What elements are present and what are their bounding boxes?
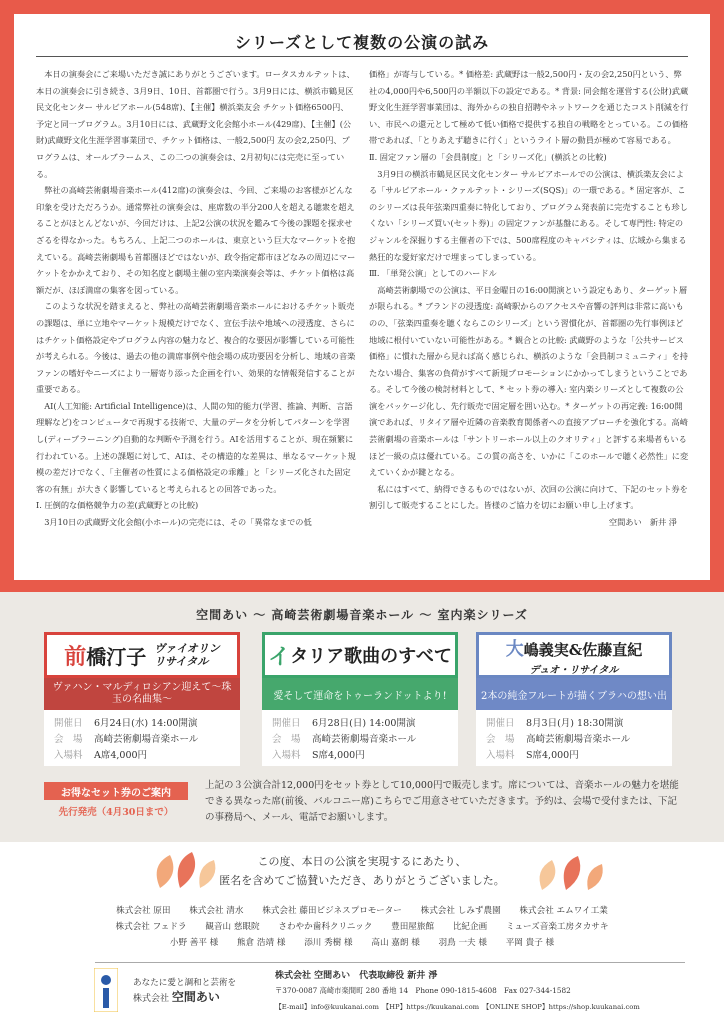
sponsor-row <box>30 904 694 916</box>
footer-divider <box>95 962 685 963</box>
concert-date: 6月24日(水) 14:00開演 <box>94 718 198 729</box>
section-heading: Ⅲ. 「単発公演」としてのハードル <box>369 268 497 279</box>
paragraph: AI(人工知能: Artificial Intelligence)は、人間の知的能力(学習、推論、判断、言語理解など)をコンピュータで再現する技術で、大量のデータを分析してパターンを学習し(ディープラーニング)自動的な判断や予測を行う。AIを活用することが、現在頻繁に行われている。上述の課題に対して、AIは、その構造的な差異は、単なるマーケット規模の差だけでなく、「主催者の性質による価格設定の乖離」と「シリーズ化された固定客の有無」が大きく影響していると考えられるとの回答であった。 <box>36 400 356 494</box>
title-main: タリア歌曲のすべて <box>290 646 452 667</box>
concert-title <box>262 632 458 678</box>
concert-tagline: 2本の純金フルートが描くブラハの想い出 <box>476 678 672 710</box>
article-title: シリーズとして複数の公演の試み <box>234 33 490 52</box>
paragraph: 価格」が寄与している。* 価格差: 武蔵野は一般2,500円・友の会2,250円という、弊社の4,000円や6,500円の半額以下の設定である。* 背景: 同会館を運営する(公財)武蔵野文化生涯学習事業団は、海外からの独自招聘やネットワークを通じたコスト削減を行い、市民への還元として極めて低い価格で提供する独自の戦略をとっている。この価格帯であれば、「とりあえず聴きに行く」というライト層の動員が極めて容易である。 <box>369 69 689 146</box>
price-label: 入場料 <box>486 750 515 761</box>
concert-price: S席4,000円 <box>526 750 579 761</box>
title-accent: 前 <box>64 643 87 670</box>
company-contact: 【E-mail】info@kuukanai.com 【HP】https://kuukanai.com 【ONLINE SHOP】https://shop.kuukanai.com <box>275 1003 640 1011</box>
sponsor: 株式会社 原田 <box>116 906 171 916</box>
concert-tagline: ヴァハン・マルディロシアン迎えて〜珠玉の名曲集〜 <box>44 678 240 710</box>
concert-price: S席4,000円 <box>312 750 365 761</box>
concert-title <box>44 632 240 678</box>
concert-date: 6月28日(日) 14:00開演 <box>312 718 416 729</box>
company-brand <box>133 988 220 1005</box>
sponsor: 株式会社 しみず農園 <box>420 906 501 916</box>
company-address: 〒370-0087 高崎市楽間町 280 番地 14 Phone 090-1815-4608 Fax 027-344-1582 <box>275 986 571 995</box>
concert-card <box>44 632 240 766</box>
concert-date: 8月3日(月) 18:30開演 <box>526 718 624 729</box>
sponsor: 株式会社 清水 <box>189 906 244 916</box>
date-label: 開催日 <box>486 718 515 729</box>
paragraph: 高崎芸術劇場での公演は、平日金曜日の16:00開演という設定もあり、ターゲット層が限られる。* ブランドの浸透度: 高崎駅からのアクセスや音響の評判は非常に高いものの、「弦楽四重奏を聴くならこのシリーズ」という習慣化が、首都圏の先行事例ほど地域に根付いていない可能性がある。* 観合との比較: 武蔵野のような「公共サービス価格」に慣れた層から見れば高く感じられ、横浜のような「会員制コミュニティ」を持たない場合、集客の負荷がすべて新規プロモーションにかかってしまうということである。そして今後の検討材料として、* セット券の導入: 室内楽シリーズとして複数の公演をパッケージ化し、先行販売で固定層を囲い込む。* ターゲットの再定義: 16:00開演であれば、リタイア層や近隣の音楽教育関係者への直接アプローチを強化する。高崎芸術劇場の音楽ホールは「サントリーホール以上のクオリティ」と評する来場者もいるほど一級の点は優れている。この質の高さを、いかに「このホールで聴く必然性」に変えていくかが鍵となる。 <box>369 284 689 478</box>
set-ticket-badge: お得なセット券のご案内 <box>44 782 188 800</box>
concert-price: A席4,000円 <box>94 750 148 761</box>
sponsor: 羽鳥 一夫 様 <box>438 938 487 948</box>
sponsor: 比紀企画 <box>452 922 488 932</box>
article-right-column <box>369 66 689 576</box>
date-label: 開催日 <box>272 718 301 729</box>
sponsor: 添川 秀樹 様 <box>304 938 353 948</box>
title-accent: イ <box>268 643 291 670</box>
thanks-line: この度、本日の公演を実現するにあたり、 <box>257 855 467 868</box>
title-main: 嶋義実&佐藤直紀 <box>523 640 643 659</box>
section-heading: Ⅱ. 固定ファン層の「会員制度」と「シリーズ化」(横浜との比較) <box>369 151 607 162</box>
article-panel <box>14 14 710 580</box>
sponsor: ミューズ音楽工房タカサキ <box>505 922 609 932</box>
concert-venue: 高崎芸術劇場音楽ホール <box>526 734 631 745</box>
concert-card <box>262 632 458 766</box>
sponsor: さわやか歯科クリニック <box>278 922 373 932</box>
brand-name: 空間あい <box>171 990 220 1004</box>
sponsor: 豊田屋旅館 <box>391 922 435 932</box>
venue-label: 会 場 <box>486 734 515 745</box>
series-title: 空間あい 〜 高崎芸術劇場音楽ホール 〜 室内楽シリーズ <box>196 608 528 622</box>
sponsor-row <box>30 920 694 932</box>
thanks-message <box>0 852 724 890</box>
company-tagline: あなたに愛と調和と芸術を <box>133 978 237 988</box>
title-divider <box>36 56 688 57</box>
price-label: 入場料 <box>54 750 83 761</box>
paragraph: このような状況を踏まえると、弊社の高崎芸術劇場音楽ホールにおけるチケット販売の課題は、単に立地やマーケット規模だけでなく、宣伝手法や地域への浸透度、さらにはチケット価格設定やプログラム内容の魅力など、複合的な要因が影響している可能性が考えられる。今後は、過去の他の満席事例や他会場の成功要因を分析し、地域の音楽ファンの嗜好やニーズにより一層寄り添った企画を行い、効果的な情報発信することが重要である。 <box>36 301 356 395</box>
concert-card <box>476 632 672 766</box>
paragraph: 3月9日の横浜市鶴見区民文化センター サルビアホールでの公演は、横浜楽友会による「サルビアホール・クァルテット・シリーズ(SQS)」の一環である。* 固定客が、このシリーズは長年弦楽四重奏に特化しており、プログラム発表前に完売することも珍しくない「シリーズ買い(セット券)」の固定ファンが基盤にある。そして専門性: 特定のジャンルを深掘りする主催者の下では、500席程度のキャパシティは、広域から集まる熱狂的な愛好家だけで埋まってしまっている。 <box>369 168 688 262</box>
title-sub: デュオ・リサイタル <box>529 664 619 676</box>
concert-tagline: 愛そして運命をトゥーランドットより! <box>262 678 458 710</box>
set-ticket-description: 上記の３公演合計12,000円をセット券として10,000円で販売します。席については、音楽ホールの魅力を堪能できる異なった席(前後、バルコニー席)こちらでご用意させていただきます。予約は、会場で受付または、下記の事務局へ、メール、電話でお願いします。 <box>205 780 679 823</box>
venue-label: 会 場 <box>54 734 83 745</box>
thanks-line: 匿名を含めてご協賛いただき、ありがとうございました。 <box>219 874 505 887</box>
company-logo-icon <box>94 968 118 1012</box>
concert-venue: 高崎芸術劇場音楽ホール <box>94 734 199 745</box>
concert-series-section <box>0 592 724 842</box>
price-label: 入場料 <box>272 750 301 761</box>
brand-prefix: 株式会社 <box>133 994 170 1004</box>
paragraph: 私にはすべて、納得できるものではないが、次回の公演に向けて、下記のセット券を割引して販売することにした。皆様のご協力を切にお願い申し上げます。 <box>369 483 688 511</box>
concert-venue: 高崎芸術劇場音楽ホール <box>312 734 417 745</box>
company-name: 株式会社 空間あい 代表取締役 新井 淨 <box>275 971 438 981</box>
title-main: 橋汀子 <box>86 644 147 669</box>
sponsor: 株式会社 エムワイ工業 <box>519 906 608 916</box>
sponsor: 小野 善平 様 <box>169 938 219 948</box>
title-sub: リサイタル <box>154 655 209 668</box>
signature: 空間あい 新井 淨 <box>608 517 677 528</box>
concert-title <box>476 632 672 678</box>
paragraph: 弊社の高崎芸術劇場音楽ホール(412席)の演奏会は、今回、ご来場のお客様がどんな印象を受けただろうか。通常弊社の演奏会は、座席数の半分200人を超える聴衆を超えることがほとんどないが、今回だけは、上記2公演の状況を鑑みて今後の課題を探求せざるを得なかった。もちろん、上記二つのホールは、東京という巨大なマーケットを抱えている。高崎芸術劇場も首都圏ほどではないが、政令指定都市ほどなみの周辺にマーケットをかかえており、その知名度と劇場主催の室内楽演奏会等は、チケット価格は高額だが、ほぼ満席の集客を図っている。 <box>36 185 356 295</box>
title-accent: 大 <box>505 638 524 660</box>
sponsor: 株式会社 フェドラ <box>115 922 187 932</box>
sponsor: 高山 嘉朗 様 <box>371 938 420 948</box>
date-label: 開催日 <box>54 718 83 729</box>
paragraph: 3月10日の武蔵野文化会館(小ホール)の完売には、その「異常なまでの低 <box>44 517 312 528</box>
sponsor: 観音山 慈眼院 <box>205 922 260 932</box>
paragraph: 本日の演奏会にご来場いただき誠にありがとうございます。ロータスカルテットは、本日の演奏会に引き続き、3月9日、10日、首都圏で行う。3月9日には、横浜市鶴見区民文化センター サルビアホール(548席)、【主催】横浜楽友会 チケット価格6500円、予定と同一プログラム。3月10日には、武蔵野文化会館小ホール(429席)、【主催】(公財)武蔵野文化生涯学習事業団で、チケット価格は、一般2,500円 友の会2,250円、プログラムは、オールブラームス、この二つの演奏会は、2月初旬には完売に至っている。 <box>36 69 355 179</box>
sponsor-row <box>30 936 694 948</box>
section-heading: Ⅰ. 圧倒的な価格競争力の差(武蔵野との比較) <box>36 500 199 511</box>
sponsor: 熊倉 浩靖 様 <box>237 938 286 948</box>
sponsor: 平岡 貴子 様 <box>505 938 555 948</box>
presale-note: 先行発売（4月30日まで） <box>58 807 174 818</box>
sponsor: 株式会社 藤田ビジネスプロモーター <box>262 906 402 916</box>
title-sub: ヴァイオリン <box>154 642 220 655</box>
article-left-column <box>36 66 356 576</box>
venue-label: 会 場 <box>272 734 301 745</box>
